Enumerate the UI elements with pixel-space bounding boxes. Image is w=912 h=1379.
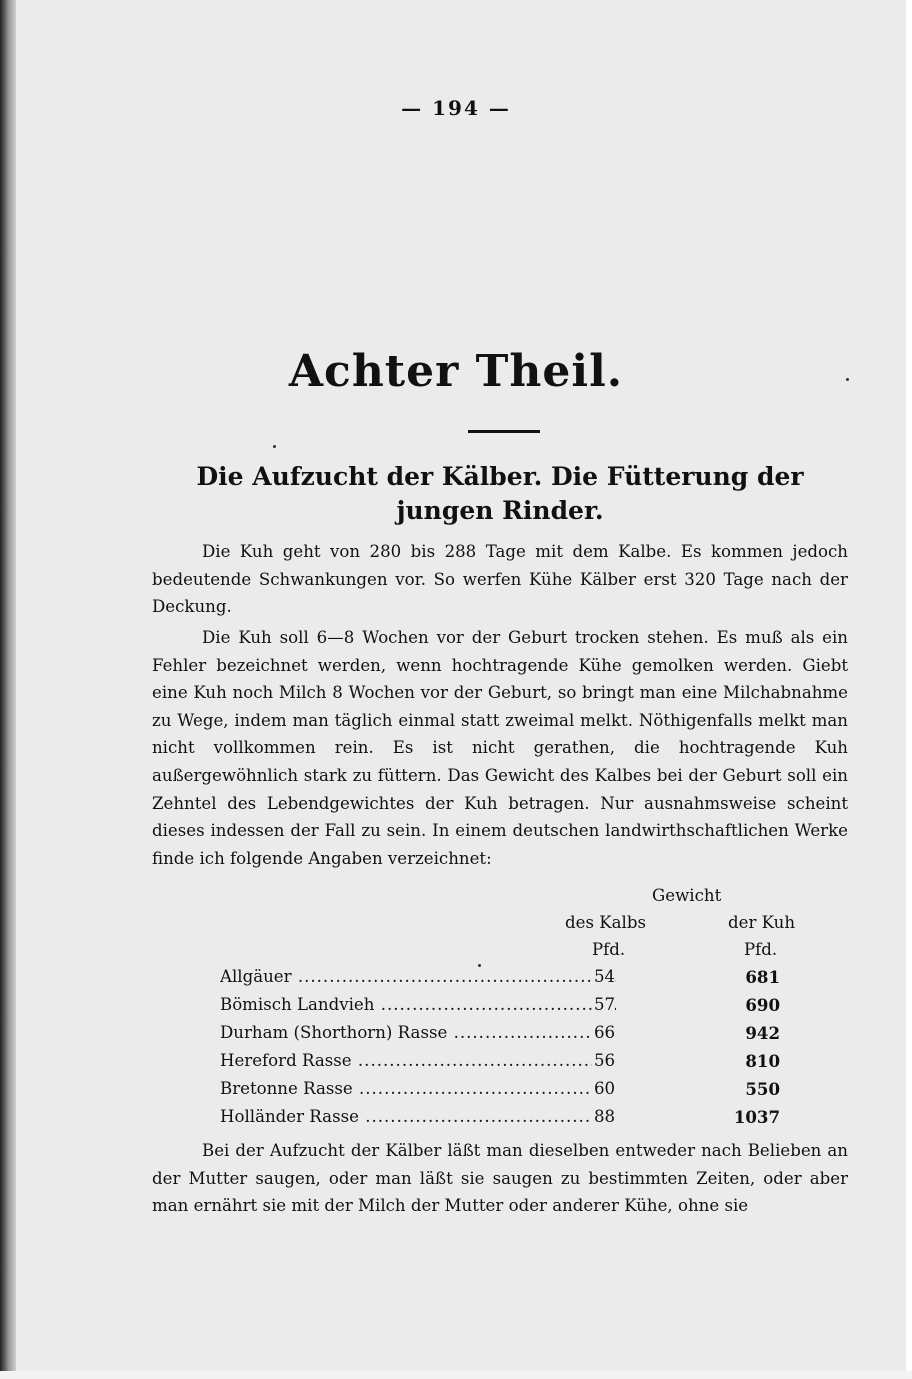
calf-weight: 56 bbox=[594, 1051, 616, 1070]
breed-name: Hereford Rasse ..... bbox=[220, 1051, 616, 1070]
calf-weight: 60 bbox=[594, 1079, 616, 1098]
calf-weight: 88 bbox=[594, 1107, 616, 1126]
cow-weight: 550 bbox=[745, 1079, 780, 1099]
table-unit-calf: Pfd. bbox=[592, 940, 626, 959]
calf-weight: 57 bbox=[594, 995, 616, 1014]
chapter-title: Die Aufzucht der Kälber. Die Fütterung der jungen Rinder. bbox=[196, 462, 804, 525]
table-group-header: Gewicht bbox=[652, 886, 722, 905]
paragraph-gestation: Die Kuh geht von 280 bis 288 Tage mit dem Kalbe. Es kommen jedoch bedeutende Schwankungen vor. So werfen Kühe Kälber erst 320 Tage nach der Deckung. bbox=[152, 542, 848, 617]
cow-weight: 681 bbox=[745, 967, 780, 987]
table-unit-cow: Pfd. bbox=[744, 940, 778, 959]
cow-weight: 942 bbox=[745, 1023, 780, 1043]
page-number: — 194 — bbox=[401, 96, 511, 120]
table-row bbox=[220, 1023, 820, 1050]
breed-name: Holländer Rasse ..... bbox=[220, 1107, 616, 1126]
page-edge-bottom bbox=[0, 1371, 912, 1379]
print-speck bbox=[478, 964, 481, 967]
title-divider bbox=[468, 430, 540, 433]
paragraph-drying-off: Die Kuh soll 6—8 Wochen vor der Geburt trocken stehen. Es muß als ein Fehler bezeichnet werden, wenn hochtragende Kühe gemolken werden. Giebt eine Kuh noch Milch 8 Wochen vor der Geburt, so bringt man eine Milchabnahme zu Wege, indem man täglich einmal statt zweimal melkt. Nöthigenfalls melkt man nicht vollkommen rein. Es ist nicht gerathen, die hochtragende Kuh außergewöhnlich stark zu füttern. Das Gewicht des Kalbes bei der Geburt soll ein Zehntel des Lebendgewichtes der Kuh betragen. Nur ausnahmsweise scheint dieses indessen der Fall zu sein. In einem deutschen landwirthschaftlichen Werke finde ich folgende Angaben verzeichnet: bbox=[152, 628, 848, 868]
table-header-cow: der Kuh bbox=[728, 913, 796, 932]
page-edge bbox=[906, 0, 912, 1379]
cow-weight: 1037 bbox=[733, 1107, 780, 1127]
cow-weight: 810 bbox=[745, 1051, 780, 1071]
print-speck bbox=[273, 445, 276, 448]
part-title: Achter Theil. bbox=[288, 346, 624, 397]
breed-name: Bretonne Rasse ..... bbox=[220, 1079, 616, 1098]
table-row bbox=[220, 1107, 820, 1134]
table-row bbox=[220, 995, 820, 1022]
table-header-calf: des Kalbs bbox=[565, 913, 646, 932]
calf-weight: 54 bbox=[594, 967, 616, 986]
print-speck bbox=[846, 378, 849, 381]
breed-name: Allgäuer ..... bbox=[220, 967, 616, 986]
table-row bbox=[220, 1079, 820, 1106]
breed-name: Durham (Shorthorn) Rasse ..... bbox=[220, 1023, 616, 1042]
table-row bbox=[220, 967, 820, 994]
cow-weight: 690 bbox=[745, 995, 780, 1015]
calf-weight: 66 bbox=[594, 1023, 616, 1042]
paragraph-rearing: Bei der Aufzucht der Kälber läßt man dieselben entweder nach Belieben an der Mutter saugen, oder man läßt sie saugen zu bestimmten Zeiten, oder aber man ernährt sie mit der Milch der Mutter oder anderer Kühe, ohne sie bbox=[152, 1141, 848, 1216]
table-row bbox=[220, 1051, 820, 1078]
book-spine-shadow bbox=[0, 0, 16, 1379]
breed-name: Bömisch Landvieh ..... bbox=[220, 995, 616, 1014]
